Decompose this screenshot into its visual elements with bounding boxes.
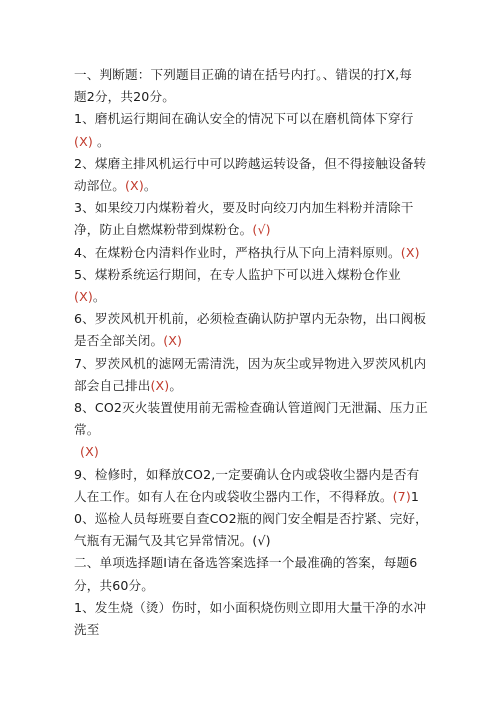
- section2-item-1: [74, 597, 432, 641]
- item-3: [74, 197, 432, 241]
- item-4-answer: (X): [400, 244, 420, 260]
- item-7-answer: (X): [150, 377, 170, 393]
- item-6-answer: (X): [163, 333, 183, 349]
- item-6: [74, 308, 432, 352]
- item-5-text: 5、煤粉系统运行期间，在专人监护下可以进入煤粉仓作业: [74, 266, 401, 282]
- item-7-text: 7、罗茨风机的滤网无需清洗，因为灰尘或异物进入罗茨风机内部会自己排出: [74, 355, 427, 393]
- item-8-text: 8、CO2灭火装置使用前无需检查确认管道阀门无泄漏、压力正常。: [74, 400, 428, 438]
- item-9-text: 9、检修时，如释放CO2,一定要确认仓内或袋收尘器内是否有人在工作。如有人在仓内或袋收尘器内工作，不得释放。: [74, 466, 420, 504]
- item-8-answer: (X): [80, 444, 99, 460]
- item-1: [74, 108, 432, 152]
- item-1-answer: (X): [74, 133, 93, 149]
- item-10-text: 10、巡检人员每班要自查CO2瓶的阀门安全帽是否拧紧、完好，气瓶有无漏气及其它异常情况。(√): [74, 488, 428, 549]
- item-3-text: 3、如果绞刀内煤粉着火，要及时向绞刀内加生料粉并清除干净，防止自燃煤粉带到煤粉仓。: [74, 200, 414, 238]
- item-1-text: 1、磨机运行期间在确认安全的情况下可以在磨机筒体下穿行: [74, 111, 414, 127]
- item-7: [74, 353, 432, 397]
- item-9: [74, 464, 432, 553]
- section2-heading: [74, 552, 432, 596]
- section2-heading-line1: 二、单项选择题I请在备选答案选择一个最准确的答案，每题6: [74, 555, 418, 571]
- section2-item-1-text: 1、发生烧（烫）伤时，如小面积烧伤则立即用大量干净的水冲洗至: [74, 599, 427, 638]
- section1-heading-line1: 一、判断题：下列题目正确的请在括号内打。、错误的打X,每: [74, 67, 412, 82]
- item-4-text: 4、在煤粉仓内清料作业时，严格执行从下向上清料原则。: [74, 244, 401, 260]
- section1-heading-line2: 题2分，共20分。: [74, 89, 175, 105]
- section1-heading: [74, 64, 432, 108]
- item-1-tail: 。: [92, 133, 110, 149]
- item-3-answer: (√): [252, 222, 271, 238]
- section2-heading-line2: 分，共60分。: [74, 577, 155, 593]
- item-6-text: 6、罗茨风机开机前，必须检查确认防护罩内无杂物，出口阀板是否全部关闭。: [74, 311, 427, 349]
- item-8: [74, 397, 432, 464]
- item-2: [74, 153, 432, 197]
- item-7-tail: 。: [169, 377, 183, 393]
- item-2-answer: (X): [124, 178, 144, 194]
- item-5-tail: 。: [92, 289, 106, 305]
- item-5-answer: (X): [74, 289, 93, 305]
- item-4: [74, 242, 432, 264]
- item-2-text: 2、煤磨主排风机运行中可以跨越运转设备，但不得接触设备转动部位。: [74, 155, 427, 194]
- item-5: [74, 264, 432, 308]
- item-9-answer: (7): [392, 488, 411, 504]
- item-2-tail: 。: [143, 178, 157, 194]
